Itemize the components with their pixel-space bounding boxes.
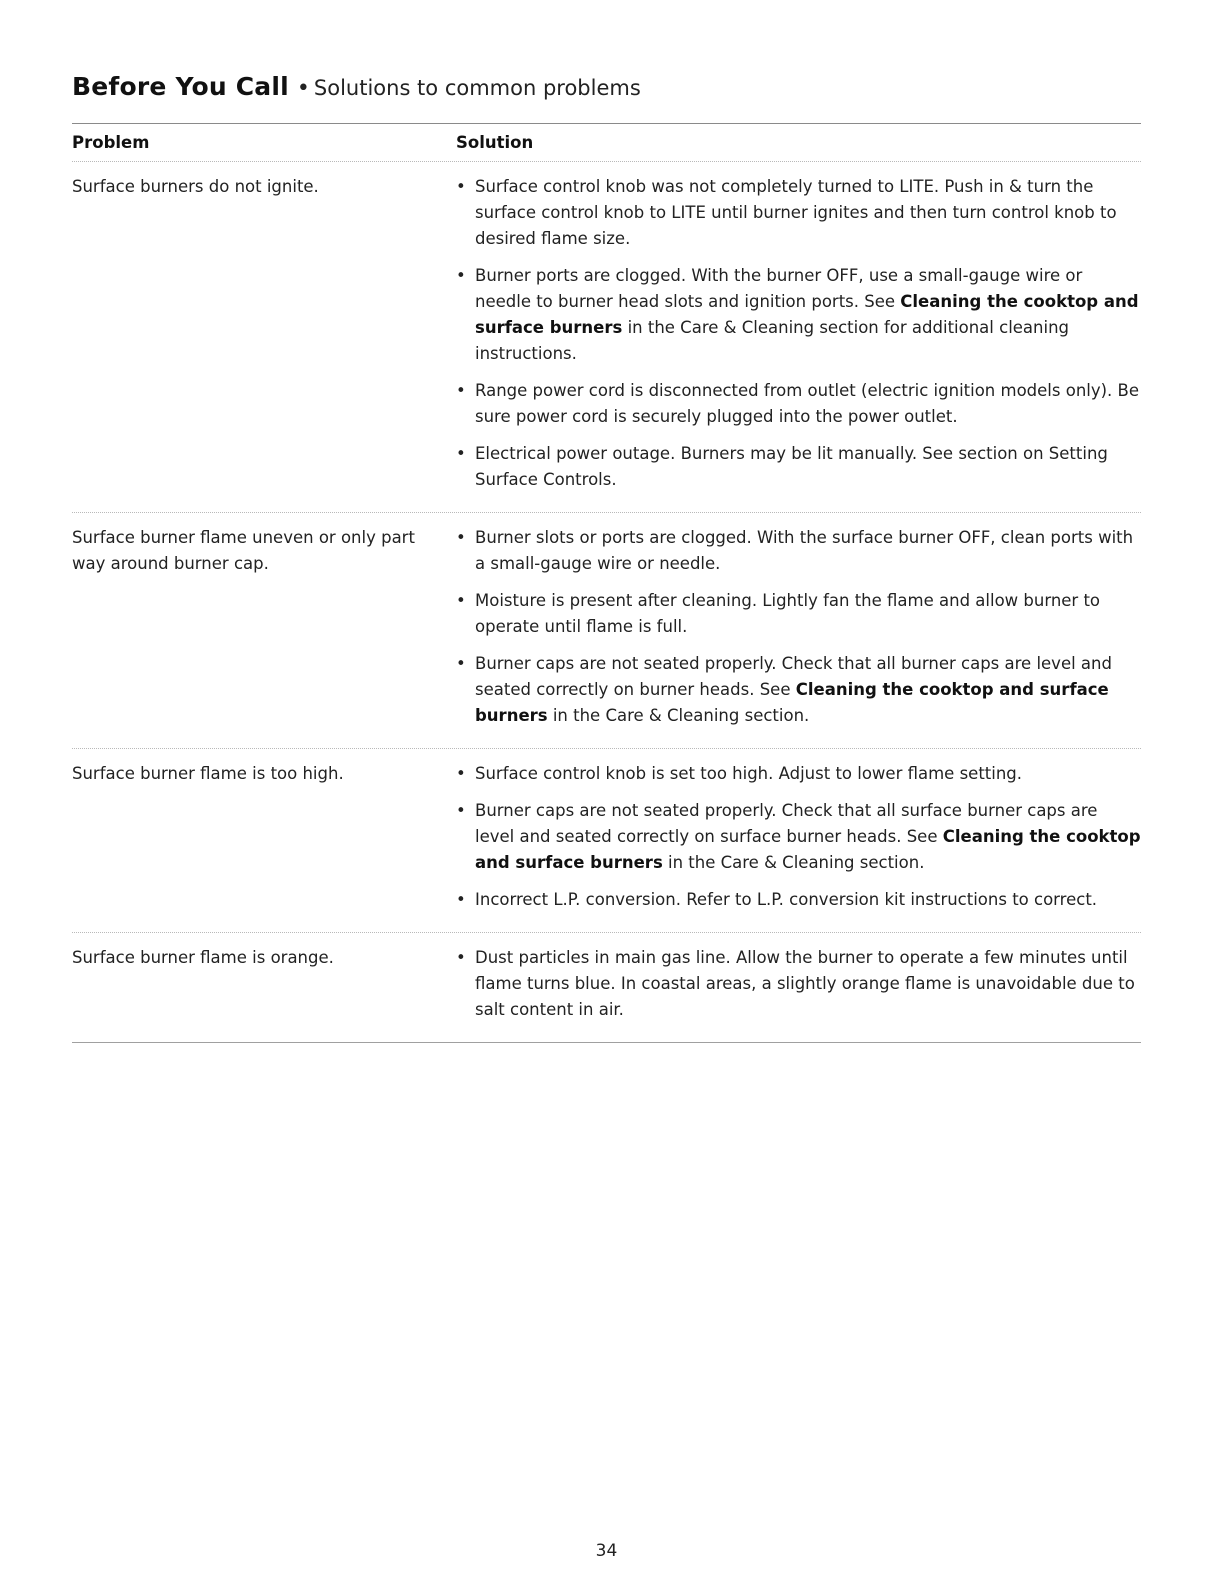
solution-text: in the Care & Cleaning section. (547, 706, 810, 725)
solution-item (456, 798, 1141, 876)
column-header-solution: Solution (456, 133, 534, 152)
solution-list (456, 174, 1141, 493)
header-top-rule (72, 123, 1141, 124)
problem-text: Surface burner flame is orange. (72, 948, 334, 967)
title-subtitle: Solutions to common problems (313, 76, 641, 100)
problem-text: Surface burners do not ignite. (72, 177, 319, 196)
solution-text: Moisture is present after cleaning. Lightly fan the flame and allow burner to operate until flame is full. (475, 591, 1101, 636)
solution-text: Burner slots or ports are clogged. With the surface burner OFF, clean ports with a small-gauge wire or needle. (475, 528, 1134, 573)
solution-text: Dust particles in main gas line. Allow the burner to operate a few minutes until flame turns blue. In coastal areas, a slightly orange flame is unavoidable due to salt content in air. (475, 948, 1135, 1019)
bullet-icon: • (456, 948, 466, 967)
table-row (72, 933, 1141, 1043)
page-number: 34 (595, 1541, 618, 1561)
solution-item (456, 525, 1141, 577)
solution-text: Electrical power outage. Burners may be lit manually. See section on Setting Surface Controls. (475, 444, 1108, 489)
solution-text: Burner ports are clogged. With the burner OFF, use a small-gauge wire or needle to burner head slots and ignition ports. See (475, 266, 1083, 311)
solution-text: Burner caps are not seated properly. Check that all burner caps are level and seated correctly on burner heads. See (475, 654, 1112, 699)
cross-reference-text: Cleaning the cooktop and surface burners (475, 680, 1109, 725)
title-bold: Before You Call (72, 72, 289, 101)
bullet-icon: • (456, 890, 466, 909)
solution-text: in the Care & Cleaning section. (662, 853, 925, 872)
title-separator: • (296, 76, 310, 101)
cross-reference-text: Cleaning the cooktop and surface burners (475, 292, 1139, 337)
solution-item (456, 887, 1141, 913)
table-row (72, 162, 1141, 513)
solution-text: Surface control knob is set too high. Adjust to lower flame setting. (475, 764, 1023, 783)
solution-item (456, 378, 1141, 430)
manual-page (72, 0, 1141, 1584)
bullet-icon: • (456, 764, 466, 783)
page-title (72, 72, 641, 101)
solution-text: Burner caps are not seated properly. Check that all surface burner caps are level and seated correctly on surface burner heads. See (475, 801, 1098, 846)
solution-text: Range power cord is disconnected from outlet (electric ignition models only). Be sure power cord is securely plugged into the power outlet. (475, 381, 1140, 426)
solution-list (456, 525, 1141, 729)
solution-list (456, 945, 1141, 1023)
solution-text: Incorrect L.P. conversion. Refer to L.P. conversion kit instructions to correct. (475, 890, 1098, 909)
solution-text: Surface control knob was not completely turned to LITE. Push in & turn the surface control knob to LITE until burner ignites and then turn control knob to desired flame size. (475, 177, 1117, 248)
problem-text: Surface burner flame uneven or only part way around burner cap. (72, 528, 415, 573)
bullet-icon: • (456, 528, 466, 547)
solution-item (456, 945, 1141, 1023)
solution-item (456, 761, 1141, 787)
bullet-icon: • (456, 591, 466, 610)
bullet-icon: • (456, 177, 466, 196)
solution-item (456, 174, 1141, 252)
bullet-icon: • (456, 801, 466, 820)
table-row (72, 749, 1141, 933)
column-header-problem: Problem (72, 133, 150, 152)
solution-list (456, 761, 1141, 913)
solution-item (456, 651, 1141, 729)
solution-item (456, 441, 1141, 493)
solution-item (456, 588, 1141, 640)
troubleshooting-table (72, 162, 1141, 1043)
bullet-icon: • (456, 381, 466, 400)
bullet-icon: • (456, 266, 466, 285)
cross-reference-text: Cleaning the cooktop and surface burners (475, 827, 1141, 872)
bullet-icon: • (456, 654, 466, 673)
solution-text: in the Care & Cleaning section for additional cleaning instructions. (475, 318, 1070, 363)
problem-text: Surface burner flame is too high. (72, 764, 344, 783)
table-row (72, 513, 1141, 749)
solution-item (456, 263, 1141, 367)
bullet-icon: • (456, 444, 466, 463)
